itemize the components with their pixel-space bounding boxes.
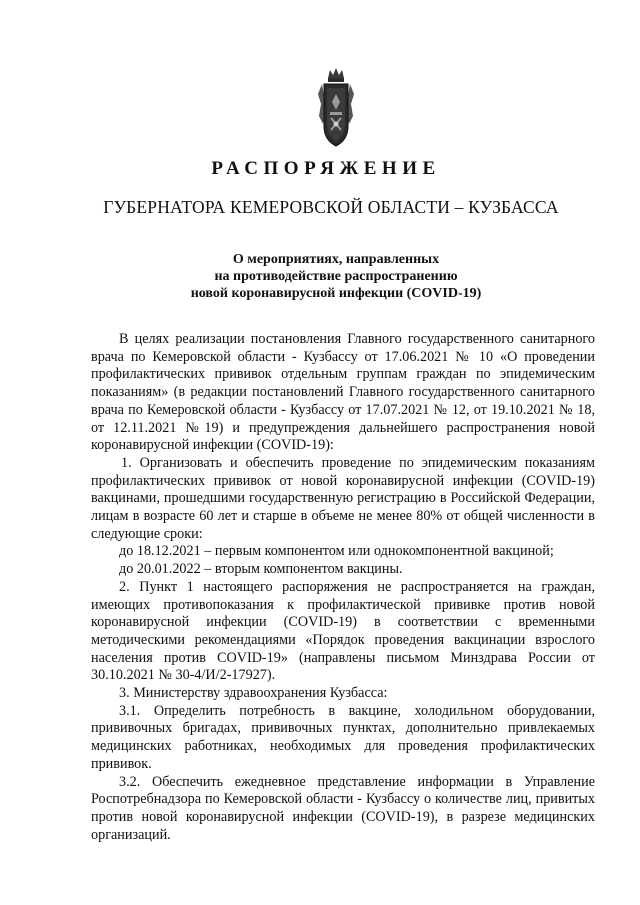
coat-of-arms-icon: [318, 64, 354, 152]
item-2-paragraph: 2. Пункт 1 настоящего распоряжения не распространяется на граждан, имеющих противопоказания к профилактической прививке против новой коронавирусной инфекции (COVID-19) в соответствии с временными методическими рекомендациями «Порядок проведения вакцинации взрослого населения против COVID-19» (направлены письмом Минздрава России от 30.10.2021 № 30-4/И/2-17927).: [91, 578, 595, 684]
item-3-1-paragraph: 3.1. Определить потребность в вакцине, холодильном оборудовании, прививочных бригадах, прививочных пунктах, дополнительно привлекаемых медицинских работниках, необходимых для проведения профилактических прививок.: [91, 702, 595, 772]
document-type-heading: РАСПОРЯЖЕНИЕ: [211, 158, 441, 179]
document-title-line: новой коронавирусной инфекции (COVID-19): [190, 286, 482, 301]
deadline-line: до 20.01.2022 – вторым компонентом вакцины.: [119, 561, 403, 578]
document-title-line: О мероприятиях, направленных: [232, 252, 440, 267]
document-title: [0, 251, 640, 302]
item-3-2-paragraph: 3.2. Обеспечить ежедневное представление информации в Управление Роспотребнадзора по Кемеровской области - Кузбассу о количестве лиц, привитых против новой коронавирусной инфекции (COVID-19), в разрезе медицинских организаций.: [91, 773, 595, 843]
document-body: [91, 331, 595, 844]
document-issuer: ГУБЕРНАТОРА КЕМЕРОВСКОЙ ОБЛАСТИ – КУЗБАССА: [103, 197, 559, 217]
deadline-line: до 18.12.2021 – первым компонентом или однокомпонентной вакциной;: [119, 543, 554, 560]
document-title-line: на противодействие распространению: [214, 269, 458, 284]
item-1-paragraph: 1. Организовать и обеспечить проведение по эпидемическим показаниям профилактических прививок от новой коронавирусной инфекции (COVID-19) вакцинами, прошедшими государственную регистрацию в Российской Федерации, лицам в возрасте 60 лет и старше в объеме не менее 80% от общей численности в следующие сроки:: [91, 454, 595, 542]
preamble-paragraph: В целях реализации постановления Главного государственного санитарного врача по Кемеровской области - Кузбассу от 17.06.2021 № 10 «О проведении профилактических прививок отдельным группам граждан по эпидемическим показаниям» (в редакции постановлений Главного государственного санитарного врача по Кемеровской области - Кузбассу от 17.07.2021 № 12, от 19.10.2021 № 18, от 12.11.2021 №19) и предупреждения дальнейшего распространения новой коронавирусной инфекции (COVID-19):: [91, 331, 595, 454]
item-3-paragraph: 3. Министерству здравоохранения Кузбасса:: [119, 685, 388, 702]
